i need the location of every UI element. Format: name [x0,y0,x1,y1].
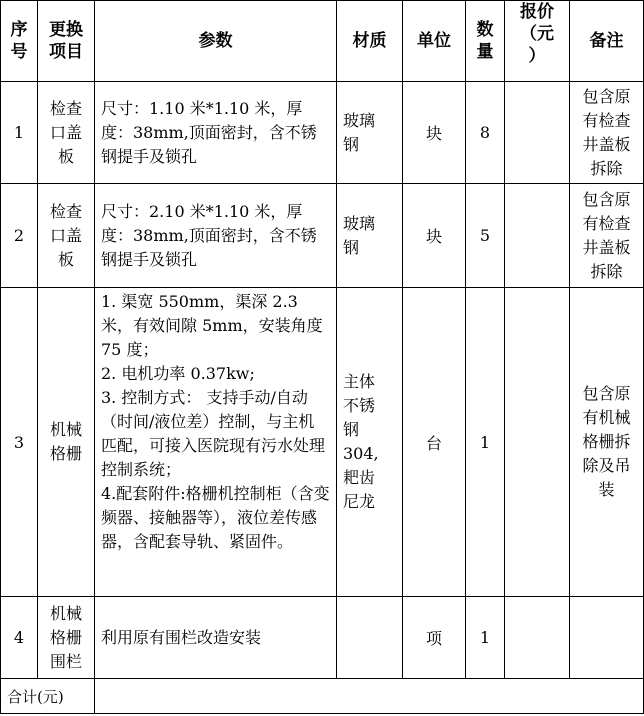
cell-seq: 3 [1,288,38,597]
cell-material: 主体 不锈 钢 304, 耙齿 尼龙 [337,288,403,597]
header-price: 报价 （元 ） [505,1,570,82]
total-label: 合计(元) [1,679,95,714]
table-row [1,597,644,679]
cell-unit: 项 [403,597,466,679]
header-row [1,1,644,82]
cell-qty: 5 [466,184,505,288]
cell-remark: 包含原 有机械 格栅拆 除及吊 装 [570,288,644,597]
cell-price[interactable] [505,288,570,597]
header-material: 材质 [337,1,403,82]
cell-params: 利用原有围栏改造安装 [95,597,337,679]
table-row [1,288,644,597]
cell-unit: 台 [403,288,466,597]
cell-unit: 块 [403,82,466,184]
cell-unit: 块 [403,184,466,288]
header-qty: 数 量 [466,1,505,82]
cell-price[interactable] [505,82,570,184]
cell-seq: 1 [1,82,38,184]
cell-item: 机械 格栅 [38,288,95,597]
cell-params: 尺寸：2.10 米*1.10 米，厚度：38mm,顶面密封，含不锈钢提手及锁孔 [95,184,337,288]
cell-qty: 8 [466,82,505,184]
header-remark: 备注 [570,1,644,82]
cell-params: 1. 渠宽 550mm，渠深 2.3 米，有效间隙 5mm，安装角度 75 度； 2. 电机功率 0.37kw; 3. 控制方式： 支持手动/自动（时间/液位差）控制，与主机匹配，可接入医院现有污水处理控制系统； 4.配套附件:格栅机控制柜（含变频器、接触器等），液位差传感器，含配套导轨、紧固件。 [95,288,337,597]
header-unit: 单位 [403,1,466,82]
header-seq: 序 号 [1,1,38,82]
cell-price[interactable] [505,184,570,288]
cell-price[interactable] [505,597,570,679]
cell-material [337,597,403,679]
cell-item: 检查 口盖 板 [38,82,95,184]
cell-qty: 1 [466,288,505,597]
table-row [1,82,644,184]
table-row [1,184,644,288]
cell-material: 玻璃 钢 [337,184,403,288]
cell-seq: 4 [1,597,38,679]
cell-material: 玻璃 钢 [337,82,403,184]
cell-remark [570,597,644,679]
total-value[interactable] [95,679,644,714]
cell-params: 尺寸：1.10 米*1.10 米，厚度：38mm,顶面密封，含不锈钢提手及锁孔 [95,82,337,184]
cell-remark: 包含原 有检查 井盖板 拆除 [570,82,644,184]
total-row [1,679,644,714]
header-params: 参数 [95,1,337,82]
cell-seq: 2 [1,184,38,288]
cell-remark: 包含原 有检查 井盖板 拆除 [570,184,644,288]
header-item: 更换 项目 [38,1,95,82]
cell-item: 机械 格栅 围栏 [38,597,95,679]
cell-qty: 1 [466,597,505,679]
cell-item: 检查 口盖 板 [38,184,95,288]
